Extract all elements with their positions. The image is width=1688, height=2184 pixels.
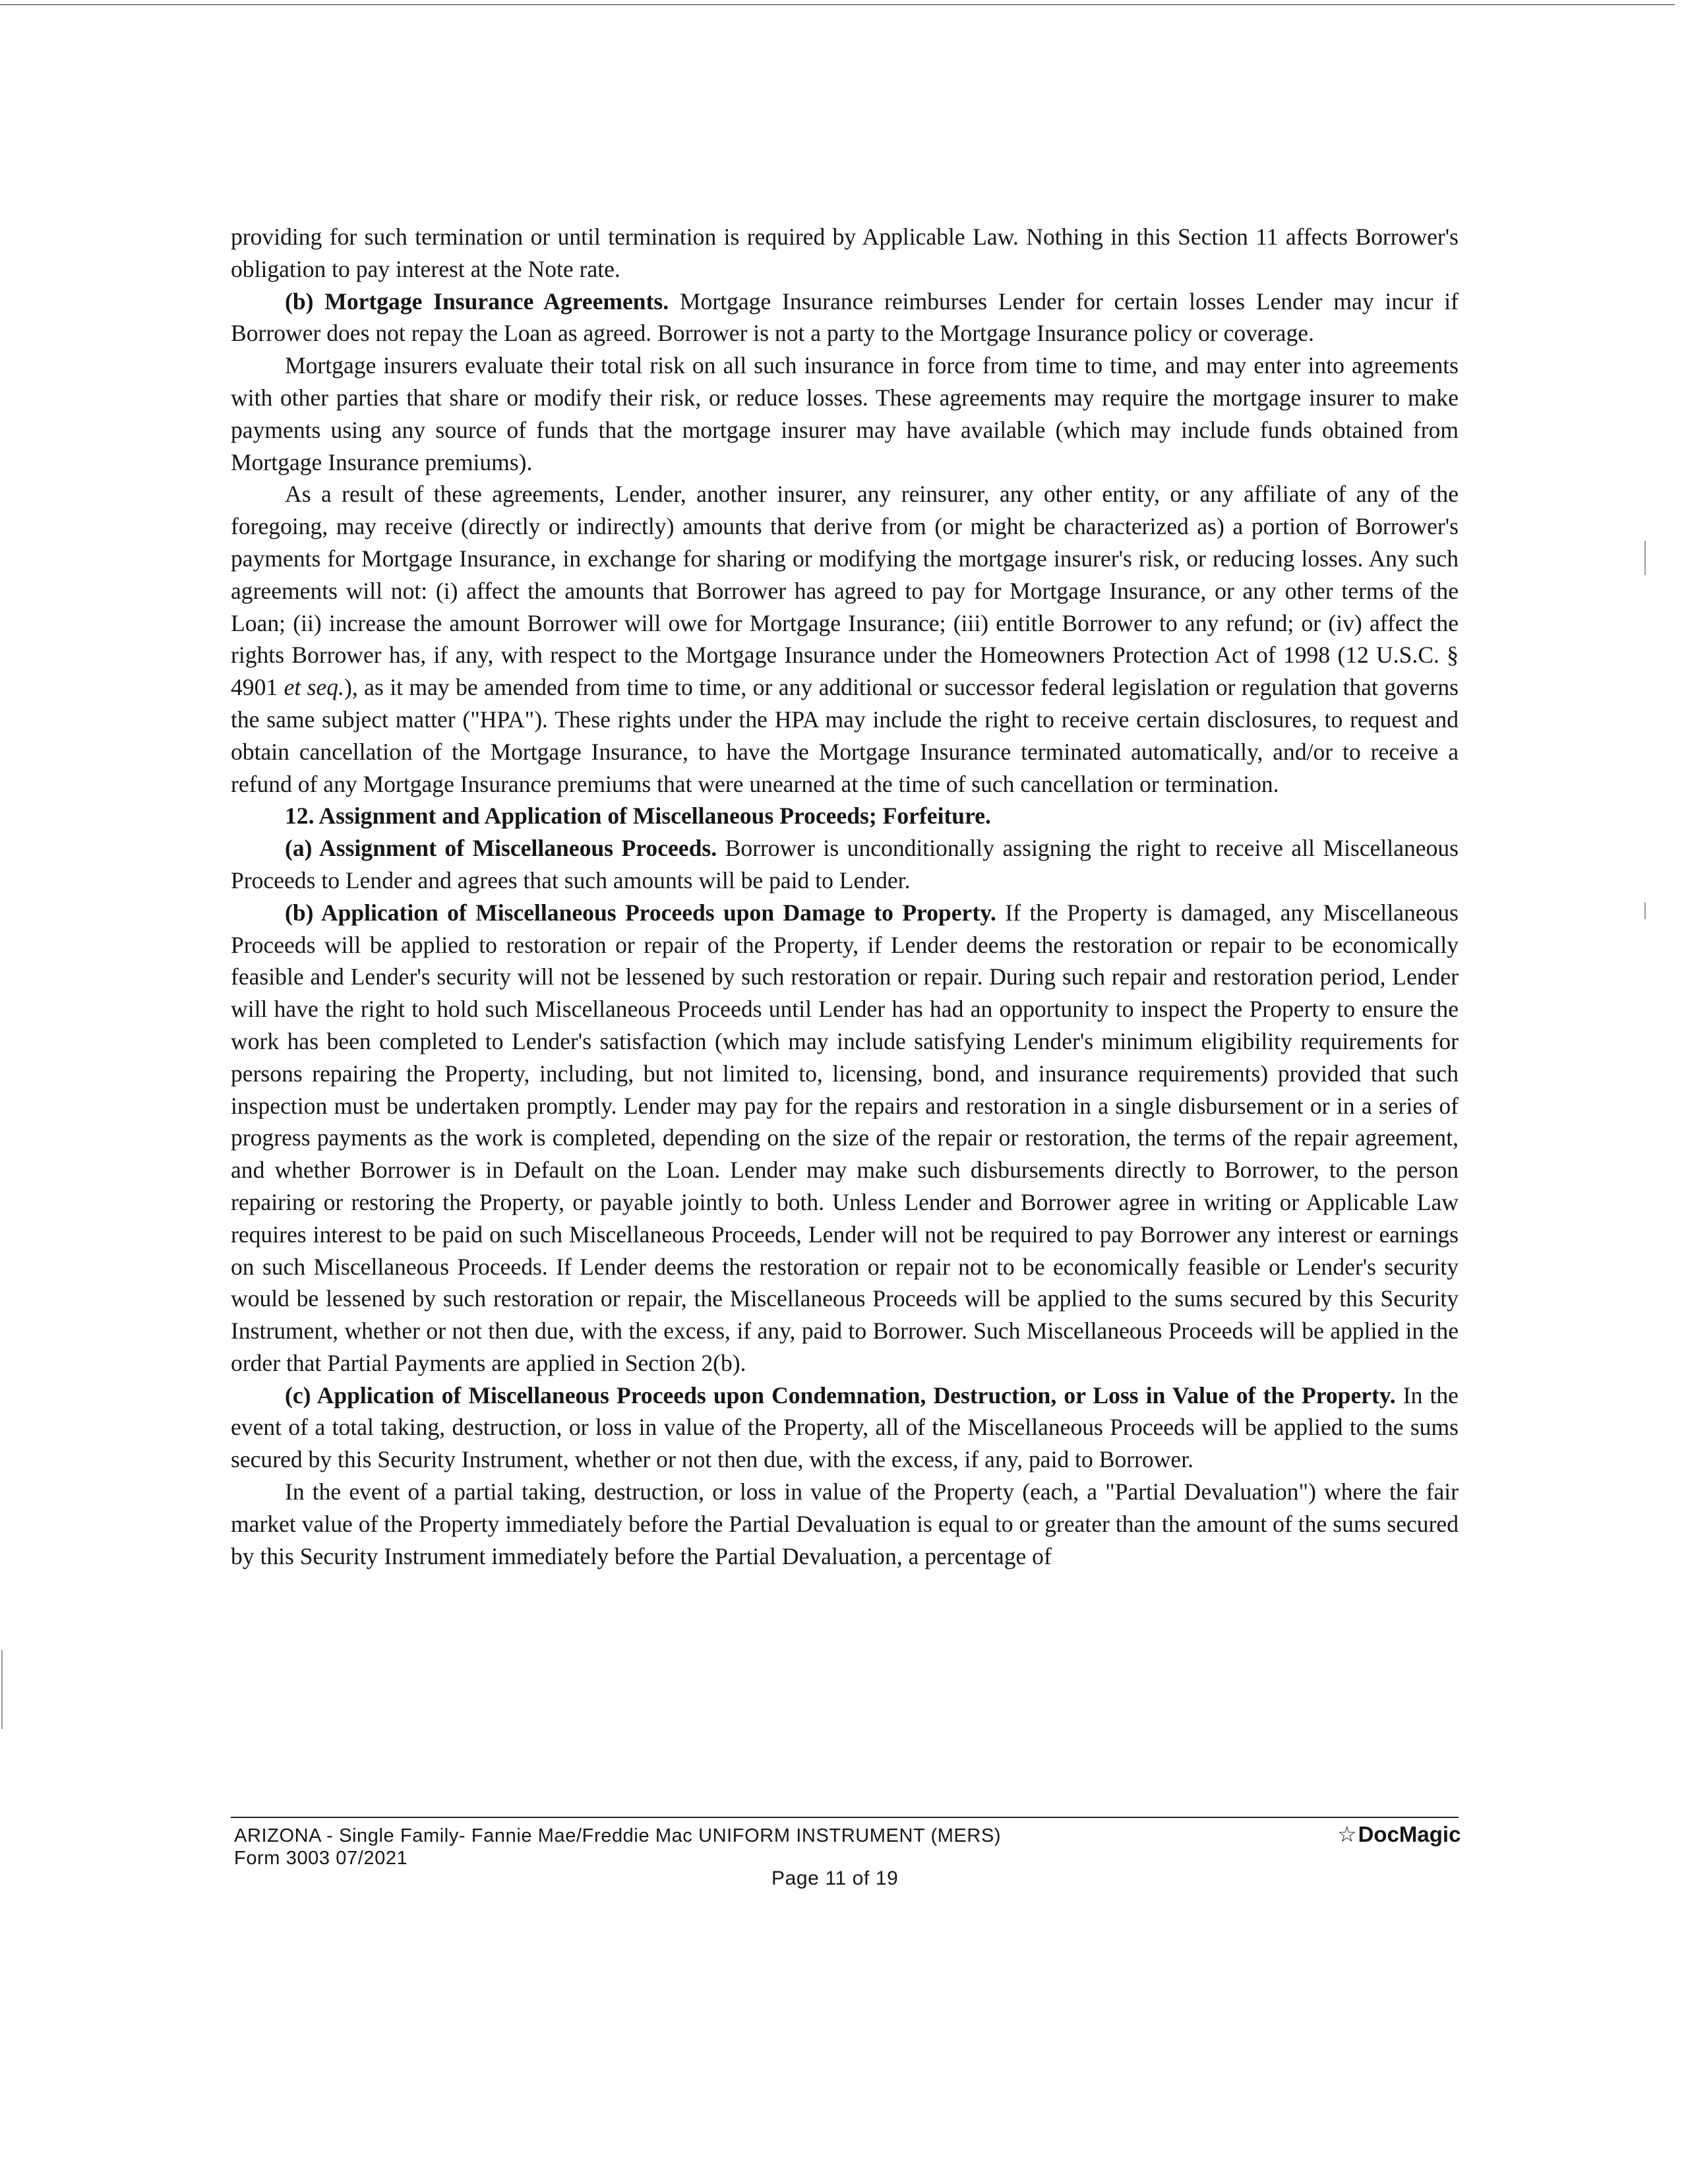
footer-form-title: ARIZONA - Single Family- Fannie Mae/Freddie Mac UNIFORM INSTRUMENT (MERS)	[234, 1825, 1002, 1846]
footer-divider	[231, 1817, 1459, 1818]
scan-mark-right-lower	[1644, 902, 1646, 919]
paragraph-continuation	[231, 221, 1459, 286]
paragraph-text: Mortgage Insurance reimburses Lender for certain losses Lender may incur if Borrower does not repay the Loan as agreed. Borrower is not a party to the Mortgage Insurance policy or coverage.	[231, 288, 1459, 347]
section-heading: (b) Application of Miscellaneous Proceeds upon Damage to Property.	[285, 899, 996, 926]
paragraph-assignment-proceeds	[231, 832, 1459, 897]
section-heading: (c) Application of Miscellaneous Proceeds upon Condemnation, Destruction, or Loss in Value of the Property.	[285, 1381, 1396, 1409]
scan-mark-left	[1, 1650, 3, 1729]
paragraph-insurer-risk	[231, 349, 1459, 478]
paragraph-text: providing for such termination or until termination is required by Applicable Law. Nothing in this Section 11 affects Borrower's obligation to pay interest at the Note rate.	[231, 224, 1459, 282]
paragraph-text: In the event of a partial taking, destruction, or loss in value of the Property (each, a "Partial Devaluation") where the fair market value of the Property immediately before the Partial Devaluation is equal to or greater than the amount of the sums secured by this Security Instrument immediately before the Partial Devaluation, a percentage of	[231, 1478, 1459, 1569]
scan-edge-top	[0, 4, 1675, 5]
paragraph-condemnation	[231, 1380, 1459, 1476]
document-body	[231, 221, 1459, 1572]
paragraph-damage-to-property	[231, 897, 1459, 1380]
paragraph-text: Mortgage insurers evaluate their total risk on all such insurance in force from time to time, and may enter into agreements with other parties that share or modify their risk, or reduce losses. These agreements may require the mortgage insurer to make payments using any source of funds that the mortgage insurer may have available (which may include funds obtained from Mortgage Insurance premiums).	[231, 352, 1459, 475]
footer-form-number: Form 3003 07/2021	[234, 1848, 408, 1869]
paragraph-mortgage-insurance-agreements	[231, 286, 1459, 350]
paragraph-partial-devaluation	[231, 1476, 1459, 1572]
section-12-heading	[231, 800, 1459, 832]
scan-mark-right-upper	[1644, 541, 1646, 575]
page-number: Page 11 of 19	[771, 1867, 899, 1889]
paragraph-text: If the Property is damaged, any Miscellaneous Proceeds will be applied to restoration or repair of the Property, if Lender deems the restoration or repair to be economically feasible and Lender's security will not be lessened by such restoration or repair. During such repair and restoration period, Lender will have the right to hold such Miscellaneous Proceeds until Lender has had an opportunity to inspect the Property to ensure the work has been completed to Lender's satisfaction (which may include satisfying Lender's minimum eligibility requirements for persons repairing the Property, including, but not limited to, licensing, bond, and insurance requirements) provided that such inspection must be undertaken promptly. Lender may pay for the repairs and restoration in a single disbursement or in a series of progress payments as the work is completed, depending on the size of the repair or restoration, the terms of the repair agreement, and whether Borrower is in Default on the Loan. Lender may make such disbursements directly to Borrower, to the person repairing or restoring the Property, or payable jointly to both. Unless Lender and Borrower agree in writing or Applicable Law requires interest to be paid on such Miscellaneous Proceeds, Lender will not be required to pay Borrower any interest or earnings on such Miscellaneous Proceeds. If Lender deems the restoration or repair not to be economically feasible or Lender's security would be lessened by such restoration or repair, the Miscellaneous Proceeds will be applied to the sums secured by this Security Instrument, whether or not then due, with the excess, if any, paid to Borrower. Such Miscellaneous Proceeds will be applied in the order that Partial Payments are applied in Section 2(b).	[231, 899, 1459, 1376]
paragraph-text: In the event of a total taking, destruction, or loss in value of the Property, all of the Miscellaneous Proceeds will be applied to the sums secured by this Security Instrument, whether or not then due, with the excess, if any, paid to Borrower.	[231, 1381, 1459, 1473]
section-heading: (a) Assignment of Miscellaneous Proceeds.	[285, 835, 717, 862]
section-heading: 12. Assignment and Application of Miscellaneous Proceeds; Forfeiture.	[285, 803, 991, 830]
star-icon: ☆	[1337, 1822, 1357, 1846]
section-heading: (b) Mortgage Insurance Agreements.	[285, 288, 669, 315]
paragraph-text: As a result of these agreements, Lender, another insurer, any reinsurer, any other entity, or any affiliate of any of the foregoing, may receive (directly or indirectly) amounts that derive from (or might be characterized as) a portion of Borrower's payments for Mortgage Insurance, in exchange for sharing or modifying the mortgage insurer's risk, or reducing losses. Any such agreements will not: (i) affect the amounts that Borrower has agreed to pay for Mortgage Insurance, or any other terms of the Loan; (ii) increase the amount Borrower will owe for Mortgage Insurance; (iii) entitle Borrower to any refund; or (iv) affect the rights Borrower has, if any, with respect to the Mortgage Insurance under the Homeowners Protection Act of 1998 (12 U.S.C. § 4901	[231, 481, 1459, 701]
brand-name: DocMagic	[1358, 1822, 1461, 1846]
paragraph-text: ), as it may be amended from time to time, or any additional or successor federal legislation or regulation that governs the same subject matter ("HPA"). These rights under the HPA may include the right to receive certain disclosures, to request and obtain cancellation of the Mortgage Insurance, to have the Mortgage Insurance terminated automatically, and/or to receive a refund of any Mortgage Insurance premiums that were unearned at the time of such cancellation or termination.	[231, 674, 1459, 797]
docmagic-logo	[1337, 1821, 1461, 1847]
paragraph-agreements-effect	[231, 478, 1459, 800]
paragraph-text: Borrower is unconditionally assigning the right to receive all Miscellaneous Proceeds to Lender and agrees that such amounts will be paid to Lender.	[231, 835, 1459, 894]
citation-italic: et seq.	[284, 674, 344, 701]
